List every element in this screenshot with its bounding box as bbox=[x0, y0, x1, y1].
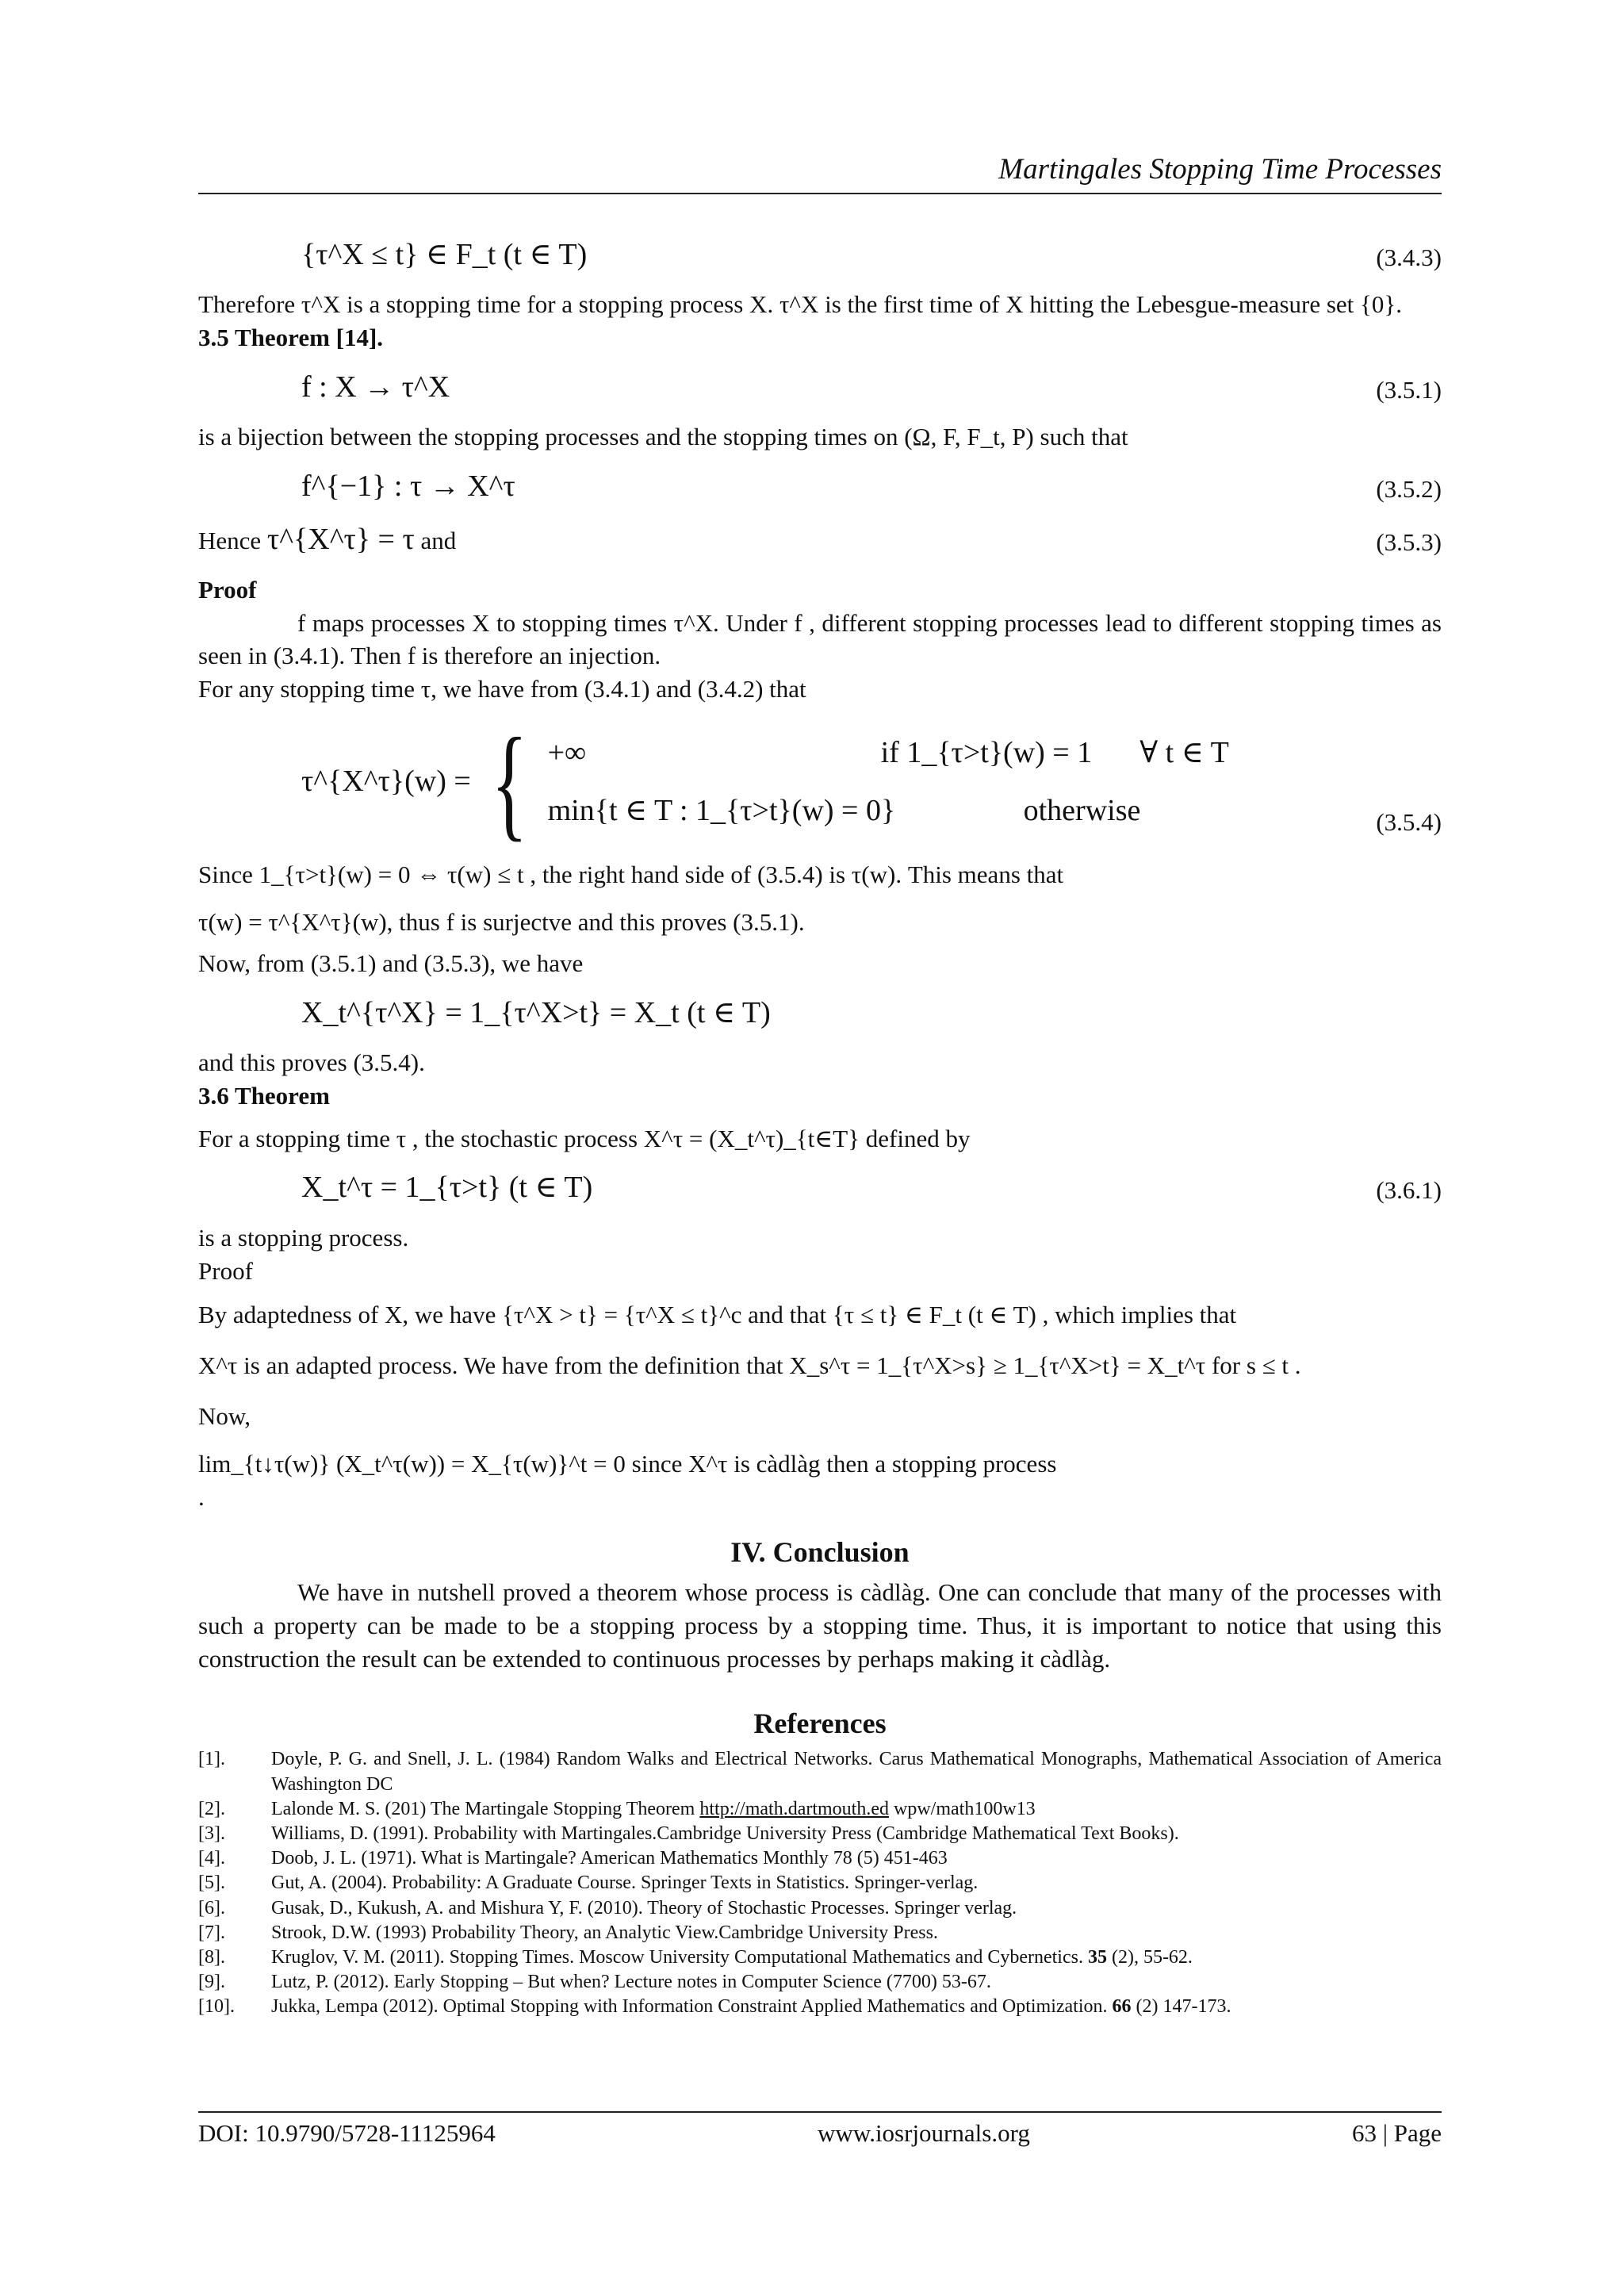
case-line bbox=[548, 733, 1229, 773]
equation-3-6-1 bbox=[198, 1167, 1442, 1208]
equation-expression: {τ^X ≤ t} ∈ F_t (t ∈ T) bbox=[301, 238, 588, 271]
reference-item bbox=[198, 1797, 1442, 1822]
reference-text-part: Lalonde M. S. (201) The Martingale Stopping Theorem bbox=[271, 1798, 700, 1819]
references-title: References bbox=[753, 1707, 887, 1739]
reference-item bbox=[198, 1921, 1442, 1945]
equation-3-5-1 bbox=[198, 367, 1442, 408]
reference-text: Williams, D. (1991). Probability with Martingales.Cambridge University Press (Cambridge Mathematical Text Books). bbox=[271, 1823, 1179, 1844]
reference-item bbox=[198, 1896, 1442, 1921]
reference-number: [2]. bbox=[198, 1798, 225, 1819]
equation-3-5-4 bbox=[198, 711, 1442, 853]
equation-expression: f : X → τ^X bbox=[301, 370, 450, 404]
reference-text: Gut, A. (2004). Probability: A Graduate Course. Springer Texts in Statistics. Springer-verlag. bbox=[271, 1872, 979, 1894]
equation-prefix: Hence bbox=[198, 527, 262, 555]
reference-text: Strook, D.W. (1993) Probability Theory, an Analytic View.Cambridge University Press. bbox=[271, 1922, 938, 1943]
reference-item bbox=[198, 1747, 1442, 1796]
equation-number: (3.6.1) bbox=[1376, 1176, 1442, 1205]
proof-paragraph: f maps processes X to stopping times τ^X. Under f , different stopping processes lead to different stopping times as seen in (3.4.1). Then f is therefore an injection. bbox=[198, 608, 1442, 670]
equation-suffix: and bbox=[420, 527, 457, 555]
equation-number: (3.5.4) bbox=[1376, 808, 1442, 837]
proof-paragraph: Now, from (3.5.1) and (3.5.3), we have bbox=[198, 949, 584, 977]
theorem-3-5-heading: 3.5 Theorem [14]. bbox=[198, 324, 384, 352]
equation-expression: τ^{X^τ} = τ bbox=[266, 523, 415, 557]
theorem-3-6-tail: is a stopping process. bbox=[198, 1223, 409, 1251]
proof-paragraph: Since 1_{τ>t}(w) = 0 ⇔ τ(w) ≤ t , the right hand side of (3.5.4) is τ(w). This means that bbox=[198, 861, 1064, 889]
proof-heading: Proof bbox=[198, 575, 257, 604]
reference-number: [7]. bbox=[198, 1922, 225, 1943]
reference-number: [10]. bbox=[198, 1996, 235, 2018]
case-value: min{t ∈ T : 1_{τ>t}(w) = 0} bbox=[547, 794, 896, 828]
page-footer bbox=[198, 2119, 1442, 2148]
proof-paragraph: For any stopping time τ, we have from (3.4.1) and (3.4.2) that bbox=[198, 675, 806, 703]
conclusion-text: We have in nutshell proved a theorem whose process is càdlàg. One can conclude that many of the processes with such a property can be made to be a stopping process by a stopping time. Thus, it is important to notice that using this construction the result can be extended to continuous processes by perhaps making it càdlàg. bbox=[198, 1578, 1442, 1673]
reference-text bbox=[271, 1797, 1036, 1822]
footer-page-number: 63 | Page bbox=[1352, 2119, 1442, 2147]
paragraph-stopping-time: Therefore τ^X is a stopping time for a stopping process X. τ^X is the first time of X hitting the Lebesgue-measure set {0}. bbox=[198, 290, 1403, 319]
proof-paragraph: lim_{t↓τ(w)} (X_t^τ(w)) = X_{τ(w)}^t = 0 since X^τ is càdlàg then a stopping process bbox=[198, 1449, 1057, 1478]
reference-text: Doyle, P. G. and Snell, J. L. (1984) Random Walks and Electrical Networks. Carus Mathematical Monographs, Mathematical Association of America Washington DC bbox=[271, 1749, 1442, 1795]
reference-text: Gusak, D., Kukush, A. and Mishura Y, F. (2010). Theory of Stochastic Processes. Springer verlag. bbox=[271, 1897, 1017, 1918]
piecewise-lhs: τ^{X^τ}(w) = bbox=[301, 765, 471, 799]
left-brace: { bbox=[491, 711, 528, 853]
reference-list bbox=[198, 1747, 1442, 2019]
proof-paragraph: By adaptedness of X, we have {τ^X > t} = {τ^X ≤ t}^c and that {τ ≤ t} ∈ F_t (t ∈ T) , which implies that bbox=[198, 1301, 1237, 1329]
footer-website[interactable]: www.iosrjournals.org bbox=[818, 2119, 1030, 2147]
reference-item bbox=[198, 1945, 1442, 1970]
piecewise-definition bbox=[198, 711, 1442, 853]
case-value: +∞ bbox=[547, 735, 587, 769]
header-divider bbox=[198, 193, 1442, 194]
proof-paragraph: X^τ is an adapted process. We have from the definition that X_s^τ = 1_{τ^X>s} ≥ 1_{τ^X>t} = X_t^τ for s ≤ t . bbox=[198, 1351, 1301, 1380]
reference-item bbox=[198, 1822, 1442, 1846]
section-title-conclusion: IV. Conclusion bbox=[730, 1535, 910, 1568]
equation-expression: f^{−1} : τ → X^τ bbox=[301, 470, 515, 504]
equation-3-5-3 bbox=[198, 519, 1442, 560]
theorem-3-6-text: For a stopping time τ , the stochastic process X^τ = (X_t^τ)_{t∈T} defined by bbox=[198, 1124, 971, 1152]
reference-item bbox=[198, 1995, 1442, 2019]
case-line bbox=[548, 791, 1229, 831]
reference-number: [9]. bbox=[198, 1972, 225, 1993]
reference-number: [5]. bbox=[198, 1872, 225, 1894]
reference-number: [3]. bbox=[198, 1823, 225, 1844]
reference-number: [8]. bbox=[198, 1946, 225, 1968]
case-lines bbox=[548, 733, 1229, 832]
reference-text-part: wpw/math100w13 bbox=[889, 1798, 1036, 1819]
proof-paragraph: . bbox=[198, 1482, 205, 1511]
theorem-3-6-heading: 3.6 Theorem bbox=[198, 1081, 330, 1110]
proof-paragraph: τ(w) = τ^{X^τ}(w), thus f is surjectve and this proves (3.5.1). bbox=[198, 907, 805, 936]
reference-number: [6]. bbox=[198, 1897, 225, 1918]
proof-paragraph: and this proves (3.5.4). bbox=[198, 1048, 425, 1076]
footer-divider bbox=[198, 2111, 1442, 2113]
case-condition: otherwise bbox=[1023, 794, 1141, 828]
reference-text bbox=[271, 1945, 1193, 1970]
reference-item bbox=[198, 1970, 1442, 1995]
equation-proof-final bbox=[198, 993, 1442, 1033]
theorem-3-5-text: is a bijection between the stopping processes and the stopping times on (Ω, F, F_t, P) such that bbox=[198, 423, 1128, 451]
equation-number: (3.5.3) bbox=[1376, 528, 1442, 557]
reference-text-part: Kruglov, V. M. (2011). Stopping Times. Moscow University Computational Mathematics and Cybernetics. bbox=[271, 1946, 1088, 1968]
case-condition: if 1_{τ>t}(w) = 1 bbox=[880, 735, 1093, 769]
equation-number: (3.4.3) bbox=[1376, 243, 1442, 271]
reference-item bbox=[198, 1871, 1442, 1895]
reference-text-part: (2) 147-173. bbox=[1131, 1996, 1231, 2018]
reference-volume: 66 bbox=[1112, 1996, 1132, 2018]
reference-item bbox=[198, 1846, 1442, 1871]
reference-text bbox=[271, 1995, 1231, 2019]
reference-text-part: Jukka, Lempa (2012). Optimal Stopping with Information Constraint Applied Mathematics and Optimization. bbox=[271, 1996, 1113, 2018]
footer-doi: DOI: 10.9790/5728-11125964 bbox=[198, 2119, 496, 2147]
reference-volume: 35 bbox=[1087, 1946, 1107, 1968]
equation-3-5-2 bbox=[198, 466, 1442, 507]
reference-link[interactable]: http://math.dartmouth.ed bbox=[699, 1798, 889, 1819]
theorem-3-6-proof-label: Proof bbox=[198, 1256, 253, 1285]
equation-number: (3.5.2) bbox=[1376, 475, 1442, 504]
equation-expression: X_t^{τ^X} = 1_{τ^X>t} = X_t (t ∈ T) bbox=[301, 995, 771, 1029]
running-header: Martingales Stopping Time Processes bbox=[998, 153, 1442, 186]
reference-number: [1]. bbox=[198, 1749, 225, 1770]
proof-paragraph: Now, bbox=[198, 1402, 251, 1431]
case-quantifier: ∀ t ∈ T bbox=[1139, 735, 1229, 769]
equation-number: (3.5.1) bbox=[1376, 375, 1442, 404]
equation-3-4-3 bbox=[198, 235, 1442, 275]
reference-text: Doob, J. L. (1971). What is Martingale? American Mathematics Monthly 78 (5) 451-463 bbox=[271, 1848, 948, 1869]
article-body bbox=[198, 222, 1442, 2019]
equation-expression: X_t^τ = 1_{τ>t} (t ∈ T) bbox=[301, 1171, 593, 1205]
reference-number: [4]. bbox=[198, 1848, 225, 1869]
reference-text: Lutz, P. (2012). Early Stopping – But when? Lecture notes in Computer Science (7700) 53-67. bbox=[271, 1972, 991, 1993]
reference-text-part: (2), 55-62. bbox=[1106, 1946, 1193, 1968]
